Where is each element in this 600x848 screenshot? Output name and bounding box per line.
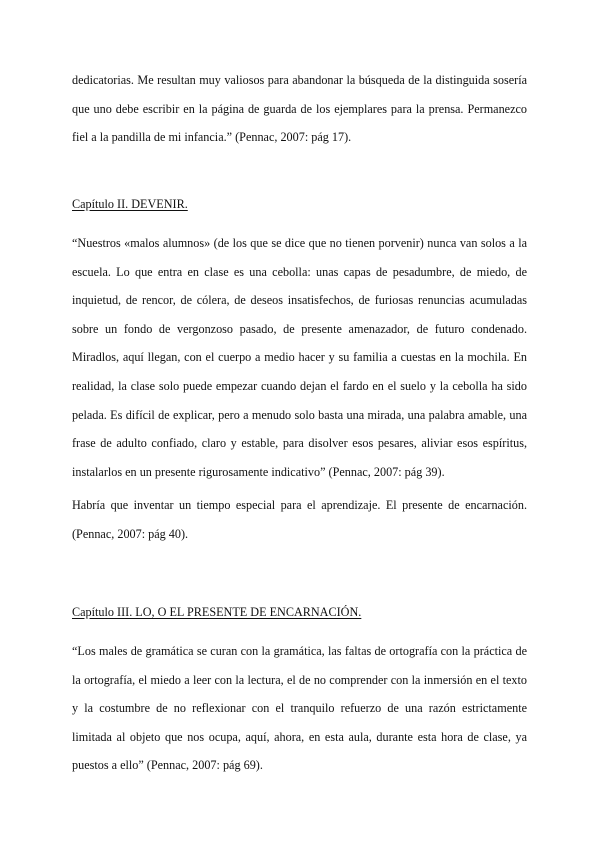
- chapter-2-heading: Capítulo II. DEVENIR.: [72, 197, 188, 211]
- chapter-3-heading: Capítulo III. LO, O EL PRESENTE DE ENCARNACIÓN.: [72, 605, 362, 619]
- chapter-2-comment: Habría que inventar un tiempo especial para el aprendizaje. El presente de encarnación. (Pennac, 2007: pág 40).: [72, 498, 527, 541]
- chapter-2-quote: “Nuestros «malos alumnos» (de los que se dice que no tienen porvenir) nunca van solos a la escuela. Lo que entra en clase es una cebolla: unas capas de pesadumbre, de miedo, de inquietud, de rencor, de cólera, de deseos insatisfechos, de furiosas renuncias acumuladas sobre un fondo de vergonzoso pasado, de presente amenazador, de futuro condenado. Miradlos, aquí llegan, con el cuerpo a medio hacer y su familia a cuestas en la mochila. En realidad, la clase solo puede empezar cuando dejan el fardo en el suelo y la cebolla ha sido pelada. Es difícil de explicar, pero a menudo solo basta una mirada, una palabra amable, una frase de adulto confiado, claro y estable, para disolver esos pesares, aliviar esos espíritus, instalarlos en un presente rigurosamente indicativo” (Pennac, 2007: pág 39).: [72, 236, 527, 479]
- intro-paragraph: dedicatorias. Me resultan muy valiosos para abandonar la búsqueda de la distinguida sosería que uno debe escribir en la página de guarda de los ejemplares para la prensa. Permanezco fiel a la pandilla de mi infancia.” (Pennac, 2007: pág 17).: [72, 73, 527, 145]
- chapter-3-quote: “Los males de gramática se curan con la gramática, las faltas de ortografía con la práctica de la ortografía, el miedo a leer con la lectura, el de no comprender con la inmersión en el texto y la costumbre de no reflexionar con el tranquilo refuerzo de una razón estrictamente limitada al objeto que nos ocupa, aquí, ahora, en esta aula, durante esta hora de clase, ya puestos a ello” (Pennac, 2007: pág 69).: [72, 644, 527, 773]
